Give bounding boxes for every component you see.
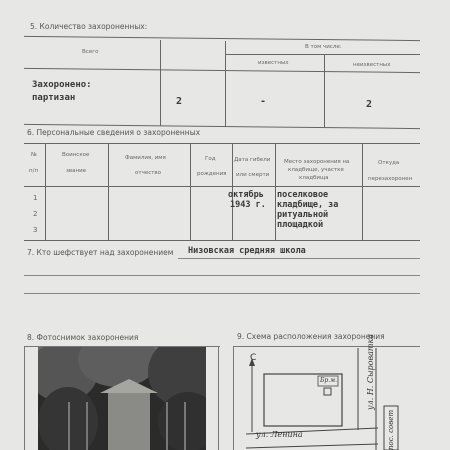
unknown-count: 2: [366, 99, 373, 110]
map-frame-left: [233, 346, 234, 450]
row-label-partisans: партизан: [32, 93, 76, 103]
hdr-rank-2: звание: [66, 168, 87, 174]
section-5-title: 5. Количество захороненных:: [30, 22, 148, 31]
patron-underline: [178, 258, 420, 259]
lenin-street-bottom: [246, 444, 378, 448]
village-council-label: пос. совет: [387, 409, 395, 450]
section-8-title: 8. Фотоснимок захоронения: [27, 333, 139, 342]
syrovatka-street-label: ул. Н. Сыроватка: [366, 333, 375, 410]
section-7-title: 7. Кто шефствует над захоронением: [27, 248, 174, 257]
table6-divider-5: [275, 143, 276, 240]
hdr-year-1: Год: [205, 156, 216, 162]
table6-divider-3: [190, 143, 191, 240]
burial-place-line-1: поселковое: [277, 190, 329, 200]
hdr-year-2: рождения: [197, 171, 227, 177]
mass-grave-label: Бр.м.: [320, 377, 338, 384]
burial-place-line-3: ритуальной: [277, 210, 329, 220]
table5-divider-3: [324, 55, 325, 127]
row-number-1: 1: [33, 194, 38, 202]
table5-divider-2: [225, 41, 226, 127]
blank-line-1: [24, 275, 420, 276]
col-among-header: В том числе:: [305, 44, 342, 50]
hdr-place-3: кладбища: [299, 175, 329, 181]
hdr-place-1: Место захоронения на: [284, 159, 350, 165]
table5-header-bottom: [24, 68, 420, 73]
total-count: 2: [176, 96, 183, 107]
lenin-street-label: ул. Ленина: [256, 430, 303, 439]
section-9-title: 9. Схема расположения захоронения: [237, 332, 385, 341]
row-label-buried: Захоронено:: [32, 80, 92, 90]
hdr-rank-1: Воинское: [62, 152, 90, 158]
grave-photo: [38, 347, 206, 450]
col-unknown-header: неизвестных: [353, 62, 391, 68]
death-date-month: октябрь: [228, 190, 264, 200]
hdr-num-1: №: [31, 152, 37, 158]
mass-grave-marker: [324, 388, 331, 395]
hdr-death-1: Дата гибели: [234, 157, 271, 163]
table6-divider-2: [108, 143, 109, 240]
col-total-header: Всего: [82, 49, 99, 55]
hdr-from-2: перезахоронен: [368, 176, 413, 182]
table6-header-bottom: [24, 186, 420, 187]
row-number-2: 2: [33, 210, 38, 218]
section-6-title: 6. Персональные сведения о захороненных: [27, 128, 201, 137]
table6-top-border: [24, 143, 420, 144]
photo-frame-right: [218, 346, 219, 450]
hdr-num-2: п/п: [29, 168, 39, 174]
hdr-name-2: отчество: [135, 170, 162, 176]
row-number-3: 3: [33, 226, 38, 234]
map-frame-top: [233, 346, 420, 347]
table5-subheader-line: [225, 54, 420, 55]
hdr-from-1: Откуда: [378, 160, 400, 166]
blank-line-2: [24, 293, 420, 294]
table6-bottom-border: [24, 240, 420, 241]
hdr-place-2: кладбище, участке: [288, 167, 344, 173]
table5-top-border: [24, 36, 420, 41]
photo-frame-left: [24, 346, 25, 450]
north-letter: С: [250, 353, 257, 363]
patron-school: Низовская средняя школа: [188, 246, 306, 256]
monument-shape: [108, 389, 150, 450]
hdr-death-2: или смерти: [236, 172, 270, 178]
burial-place-line-2: кладбище, за: [277, 200, 339, 210]
table6-divider-1: [45, 143, 46, 240]
hdr-name-1: Фамилия, имя: [125, 155, 166, 161]
table6-divider-6: [362, 143, 363, 240]
burial-place-line-4: площадкой: [277, 220, 324, 230]
death-date-year: 1943 г.: [230, 200, 266, 210]
table5-divider-1: [160, 40, 161, 126]
col-known-header: известных: [258, 60, 289, 66]
known-count: -: [260, 96, 267, 107]
